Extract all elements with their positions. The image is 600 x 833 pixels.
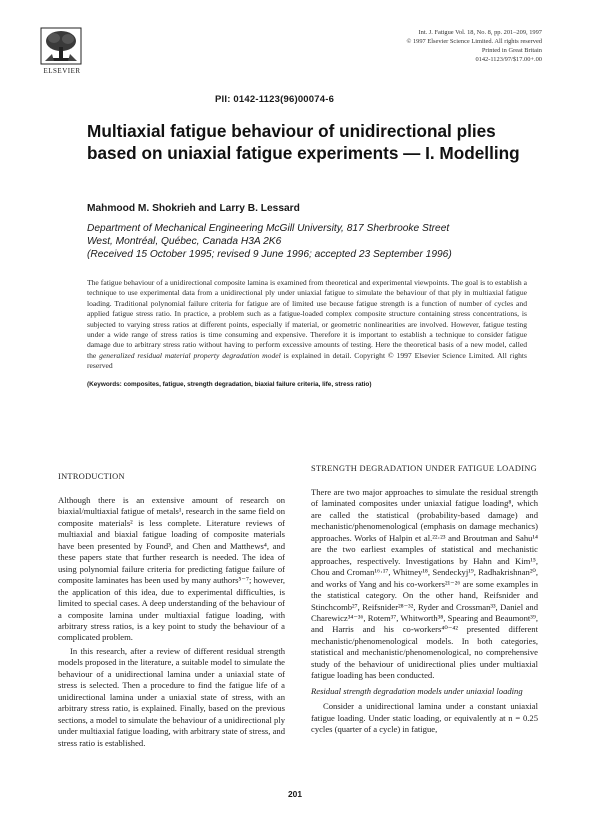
- publisher-name: ELSEVIER: [43, 67, 81, 75]
- body-paragraph: In this research, after a review of different residual strength models proposed in the literature, a suitable model to simulate the behaviour of a unidirectional lamina under a uniaxial state of stress is selected. Then a procedure to find the fatigue life of a unidirectional lamina under a uniaxial state of stress, with an arbitrary stress ratio, is explained. Finally, based on the previous sections, a model to simulate the behaviour of a unidirectional ply under multiaxial fatigue loading, with arbitrary state of stress, and stress ratio is established.: [58, 645, 285, 748]
- abstract-text: The fatigue behaviour of a unidirectional composite lamina is examined from theoretical and experimental viewpoints. The goal is to establish a technique to use experimental data from a unidirectional ply under uniaxial fatigue to simulate the behaviour of that ply in multiaxial fatigue loading. Traditional polynomial failure criteria for fatigue are of limited use because fatigue strength is a function of number of cycles and applied fatigue stress ratio. In practice, a problem such as a fatigue-loaded complex composite structure containing stress concentrations, is subjected to varying stress ratios at different points, especially if material, or geometric nonlinearities are involved. However, fatigue testing under a wide range of stress ratios is time consuming and expensive. Therefore it is important to establish a technique to consider fatigue damage due to arbitrary stress ratio without having to perform excessive amounts of testing. Here the theoretical basis of a new model, called the: [87, 278, 527, 360]
- page-number: 201: [288, 789, 302, 799]
- left-column: [58, 471, 285, 749]
- keywords: (Keywords: composites, fatigue, strength degradation, biaxial failure criteria, life, stress ratio): [87, 381, 372, 388]
- section-heading-introduction: INTRODUCTION: [58, 472, 125, 481]
- body-paragraph: There are two major approaches to simulate the residual strength of laminated composites under uniaxial fatigue loading⁸, which are called the statistical (probability-based damage) and mechanistic/phenomenological (emphasis on damage mechanics) approaches. Works of Halpin et al.²²·²³ and Broutman and Sahu¹⁴ are the two earliest examples of statistical and mechanistic approaches, respectively. Investigations by Hahn and Kim¹⁵, Chou and Croman¹⁶·¹⁷, Whitney¹⁸, Sendeckyj¹⁹, Radhakrishnan²⁰, and works of Yang and his co-workers²¹⁻²⁶ are some examples in the statistical category. On the other hand, Reifsnider and Stinchcomb²⁷, Reifsnider²⁸⁻³², Ryder and Crossman³³, Daniel and Charewicz³⁴⁻³⁶, Rotem³⁷, Whitworth³⁸, Spearing and Beaumont³⁹, and Harris and his co-workers⁴⁰⁻⁴² presented different mechanistic/phenomenological models. In both categories, statistical and mechanistic/phenomenological, no comprehensive study of the behaviour of unidirectional plies under multiaxial fatigue loading has been conducted.: [311, 487, 538, 681]
- abstract-model-name: generalized residual material property degradation model: [99, 350, 281, 360]
- paper-authors: Mahmood M. Shokrieh and Larry B. Lessard: [87, 203, 300, 214]
- right-column: [311, 463, 538, 736]
- journal-reference: [372, 28, 542, 64]
- affiliation-line: West, Montréal, Québec, Canada H3A 2K6: [87, 236, 282, 247]
- author-affiliation: [87, 222, 527, 261]
- journal-ref-line: 0142-1123/97/$17.00+.00: [475, 56, 542, 63]
- received-dates: (Received 15 October 1995; revised 9 June 1996; accepted 23 September 1996): [87, 249, 452, 260]
- body-paragraph: Although there is an extensive amount of research on biaxial/multiaxial fatigue of metals¹, research in the same field on composite materials² is less complete. Literature reviews of multiaxial and biaxial fatigue loading of composite materials have been presented by Found³, and Chen and Matthews⁴, and these papers state that further research is needed. The idea of using polynomial failure criteria for predicting fatigue failure of composite laminates has been used by many authors⁵⁻⁷; however, the application of this idea, due to experimental difficulties, is limited to special cases. A deep understanding of the behaviour of a composite lamina under multiaxial fatigue loading, with arbitrary stress ratios, is a key point to study the behaviour of a complicated problem.: [58, 495, 285, 643]
- journal-ref-line: Int. J. Fatigue Vol. 18, No. 8, pp. 201–209, 1997: [418, 29, 542, 36]
- abstract: [87, 278, 527, 372]
- section-heading-strength-degradation: STRENGTH DEGRADATION UNDER FATIGUE LOADING: [311, 464, 537, 473]
- journal-ref-line: © 1997 Elsevier Science Limited. All rights reserved: [406, 38, 542, 45]
- paper-title: Multiaxial fatigue behaviour of unidirectional plies based on uniaxial fatigue experiments — I. Modelling: [87, 121, 520, 163]
- subsection-heading: Residual strength degradation models under uniaxial loading: [311, 685, 523, 696]
- affiliation-line: Department of Mechanical Engineering McGill University, 817 Sherbrooke Street: [87, 223, 450, 234]
- pii-identifier: PII: 0142-1123(96)00074-6: [215, 94, 335, 105]
- elsevier-tree-icon: [40, 27, 82, 65]
- body-paragraph: Consider a unidirectional lamina under a constant uniaxial fatigue loading. Under static loading, or equivalently at n = 0.25 cycles (quarter of a cycle) in fatigue,: [311, 701, 538, 735]
- publisher-logo: [40, 27, 84, 75]
- journal-ref-line: Printed in Great Britain: [481, 47, 542, 54]
- abstract-text: is explained in detail. Copyright © 1997 Elsevier Science Limited. All rights reserved: [87, 350, 527, 371]
